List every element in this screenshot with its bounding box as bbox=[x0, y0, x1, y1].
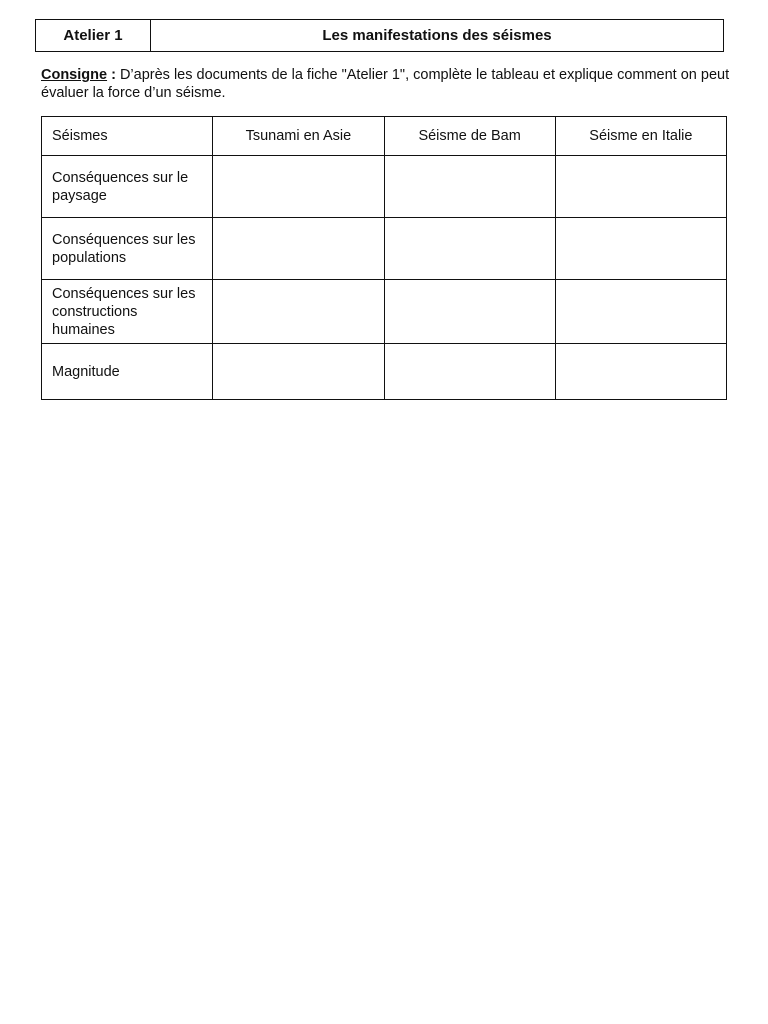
row-header-paysage: Conséquences sur le paysage bbox=[42, 156, 213, 218]
answer-cell[interactable] bbox=[555, 280, 726, 344]
table-row bbox=[42, 218, 727, 280]
answer-cell[interactable] bbox=[213, 156, 384, 218]
answer-cell[interactable] bbox=[384, 280, 555, 344]
table-row bbox=[42, 344, 727, 400]
column-header-tsunami-asie: Tsunami en Asie bbox=[213, 117, 384, 156]
answer-cell[interactable] bbox=[384, 344, 555, 400]
table-header-row bbox=[42, 117, 727, 156]
atelier-label: Atelier 1 bbox=[36, 20, 151, 52]
row-header-constructions: Conséquences sur les constructions humaines bbox=[42, 280, 213, 344]
answer-cell[interactable] bbox=[384, 156, 555, 218]
answer-cell[interactable] bbox=[555, 218, 726, 280]
answer-cell[interactable] bbox=[213, 280, 384, 344]
table-corner-header: Séismes bbox=[42, 117, 213, 156]
instructions-colon: : bbox=[107, 67, 116, 83]
answer-cell[interactable] bbox=[384, 218, 555, 280]
instructions-text: D’après les documents de la fiche "Atelier 1", complète le tableau et explique comment on peut évaluer la force d’un séisme. bbox=[41, 67, 730, 101]
column-header-seisme-italie: Séisme en Italie bbox=[555, 117, 726, 156]
row-header-magnitude: Magnitude bbox=[42, 344, 213, 400]
answer-cell[interactable] bbox=[213, 218, 384, 280]
worksheet-header bbox=[35, 19, 724, 52]
instructions-label: Consigne bbox=[41, 67, 108, 83]
table-row bbox=[42, 280, 727, 344]
worksheet-title: Les manifestations des séismes bbox=[151, 20, 724, 52]
table-row bbox=[42, 156, 727, 218]
instructions bbox=[41, 66, 731, 102]
row-header-populations: Conséquences sur les populations bbox=[42, 218, 213, 280]
answer-cell[interactable] bbox=[213, 344, 384, 400]
column-header-seisme-bam: Séisme de Bam bbox=[384, 117, 555, 156]
earthquake-table bbox=[41, 116, 727, 400]
answer-cell[interactable] bbox=[555, 156, 726, 218]
answer-cell[interactable] bbox=[555, 344, 726, 400]
